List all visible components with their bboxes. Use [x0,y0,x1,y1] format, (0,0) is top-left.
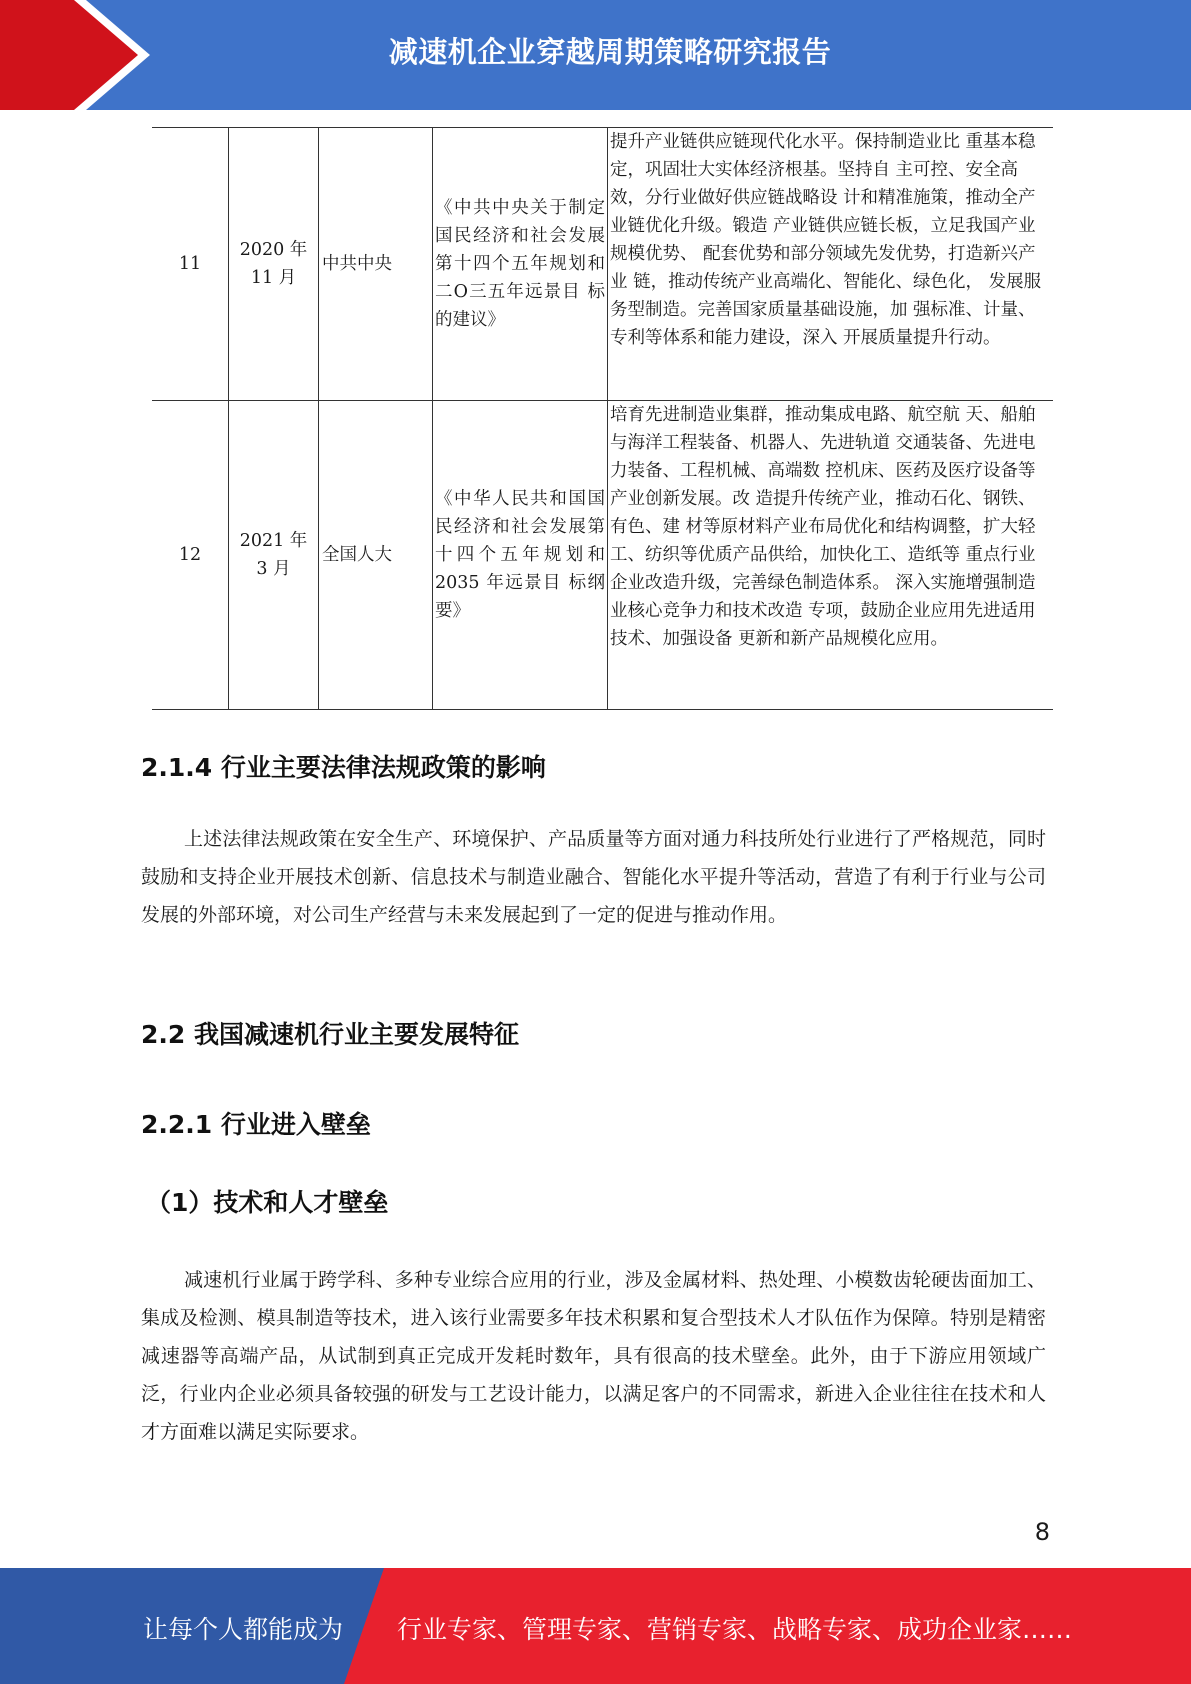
issue-date [229,401,319,710]
policy-table [152,127,1053,710]
policy-content: 提升产业链供应链现代化水平。保持制造业比 重基本稳定，巩固壮大实体经济根基。坚持自 主可控、安全高效，分行业做好供应链战略设 计和精准施策，推动全产业链优化升级。锻造 产业链供应链长板，立足我国产业规模优势、 配套优势和部分领域先发优势，打造新兴产业 链，推动传统产业高端化、智能化、绿色化， 发展服务型制造。完善国家质量基础设施，加 强标准、计量、专利等体系和能力建设，深入 开展质量提升行动。 [608,128,1054,401]
row-number: 12 [152,401,229,710]
issuing-department: 全国人大 [319,401,433,710]
policy-document: 《中华人民共和国国民经济和社会发展第十四个五年规划和 2035 年远景目 标纲要》 [433,401,608,710]
section-heading-2-2-1: 2.2.1 行业进入壁垒 [141,1110,371,1139]
policy-document: 《中共中央关于制定国民经济和社会发展第十四个五年规划和二O三五年远景目 标的建议》 [433,128,608,401]
table-row [152,128,1053,401]
issue-date [229,128,319,401]
issue-date-month: 11 月 [250,268,297,288]
subsection-heading: （1）技术和人才壁垒 [146,1188,389,1217]
footer-slogan-right: 行业专家、管理专家、营销专家、战略专家、成功企业家…… [397,1615,1073,1644]
page-header [0,0,1191,110]
issuing-department: 中共中央 [319,128,433,401]
row-number: 11 [152,128,229,401]
section-heading-2-2: 2.2 我国减速机行业主要发展特征 [141,1020,519,1049]
section-heading-2-1-4: 2.1.4 行业主要法律法规政策的影响 [141,753,546,782]
header-arrow-icon [0,0,138,110]
section-paragraph-2-2-1: 减速机行业属于跨学科、多种专业综合应用的行业，涉及金属材料、热处理、小模数齿轮硬齿面加工、集成及检测、模具制造等技术，进入该行业需要多年技术积累和复合型技术人才队伍作为保障。特别是精密减速器等高端产品，从试制到真正完成开发耗时数年，具有很高的技术壁垒。此外，由于下游应用领域广泛，行业内企业必须具备较强的研发与工艺设计能力，以满足客户的不同需求，新进入企业往往在技术和人才方面难以满足实际要求。 [141,1269,1046,1443]
issue-date-month: 3 月 [256,559,291,579]
page-footer [0,1568,1191,1684]
section-paragraph-2-1-4: 上述法律法规政策在安全生产、环境保护、产品质量等方面对通力科技所处行业进行了严格规范，同时鼓励和支持企业开展技术创新、信息技术与制造业融合、智能化水平提升等活动，营造了有利于行业与公司发展的外部环境，对公司生产经营与未来发展起到了一定的促进与推动作用。 [141,828,1046,926]
page-number: 8 [1034,1518,1050,1546]
issue-date-year: 2021 年 [239,531,308,551]
issue-date-year: 2020 年 [239,240,308,260]
policy-content: 培育先进制造业集群，推动集成电路、航空航 天、船舶与海洋工程装备、机器人、先进轨道 交通装备、先进电力装备、工程机械、高端数 控机床、医药及医疗设备等产业创新发展。改 造提升传统产业，推动石化、钢铁、有色、建 材等原材料产业布局优化和结构调整，扩大轻 工、纺织等优质产品供给，加快化工、造纸等 重点行业企业改造升级，完善绿色制造体系。 深入实施增强制造业核心竞争力和技术改造 专项，鼓励企业应用先进适用技术、加强设备 更新和新产品规模化应用。 [608,401,1054,710]
table-row [152,401,1053,710]
report-title: 减速机企业穿越周期策略研究报告 [388,35,832,69]
footer-slogan-left: 让每个人都能成为 [143,1615,344,1644]
